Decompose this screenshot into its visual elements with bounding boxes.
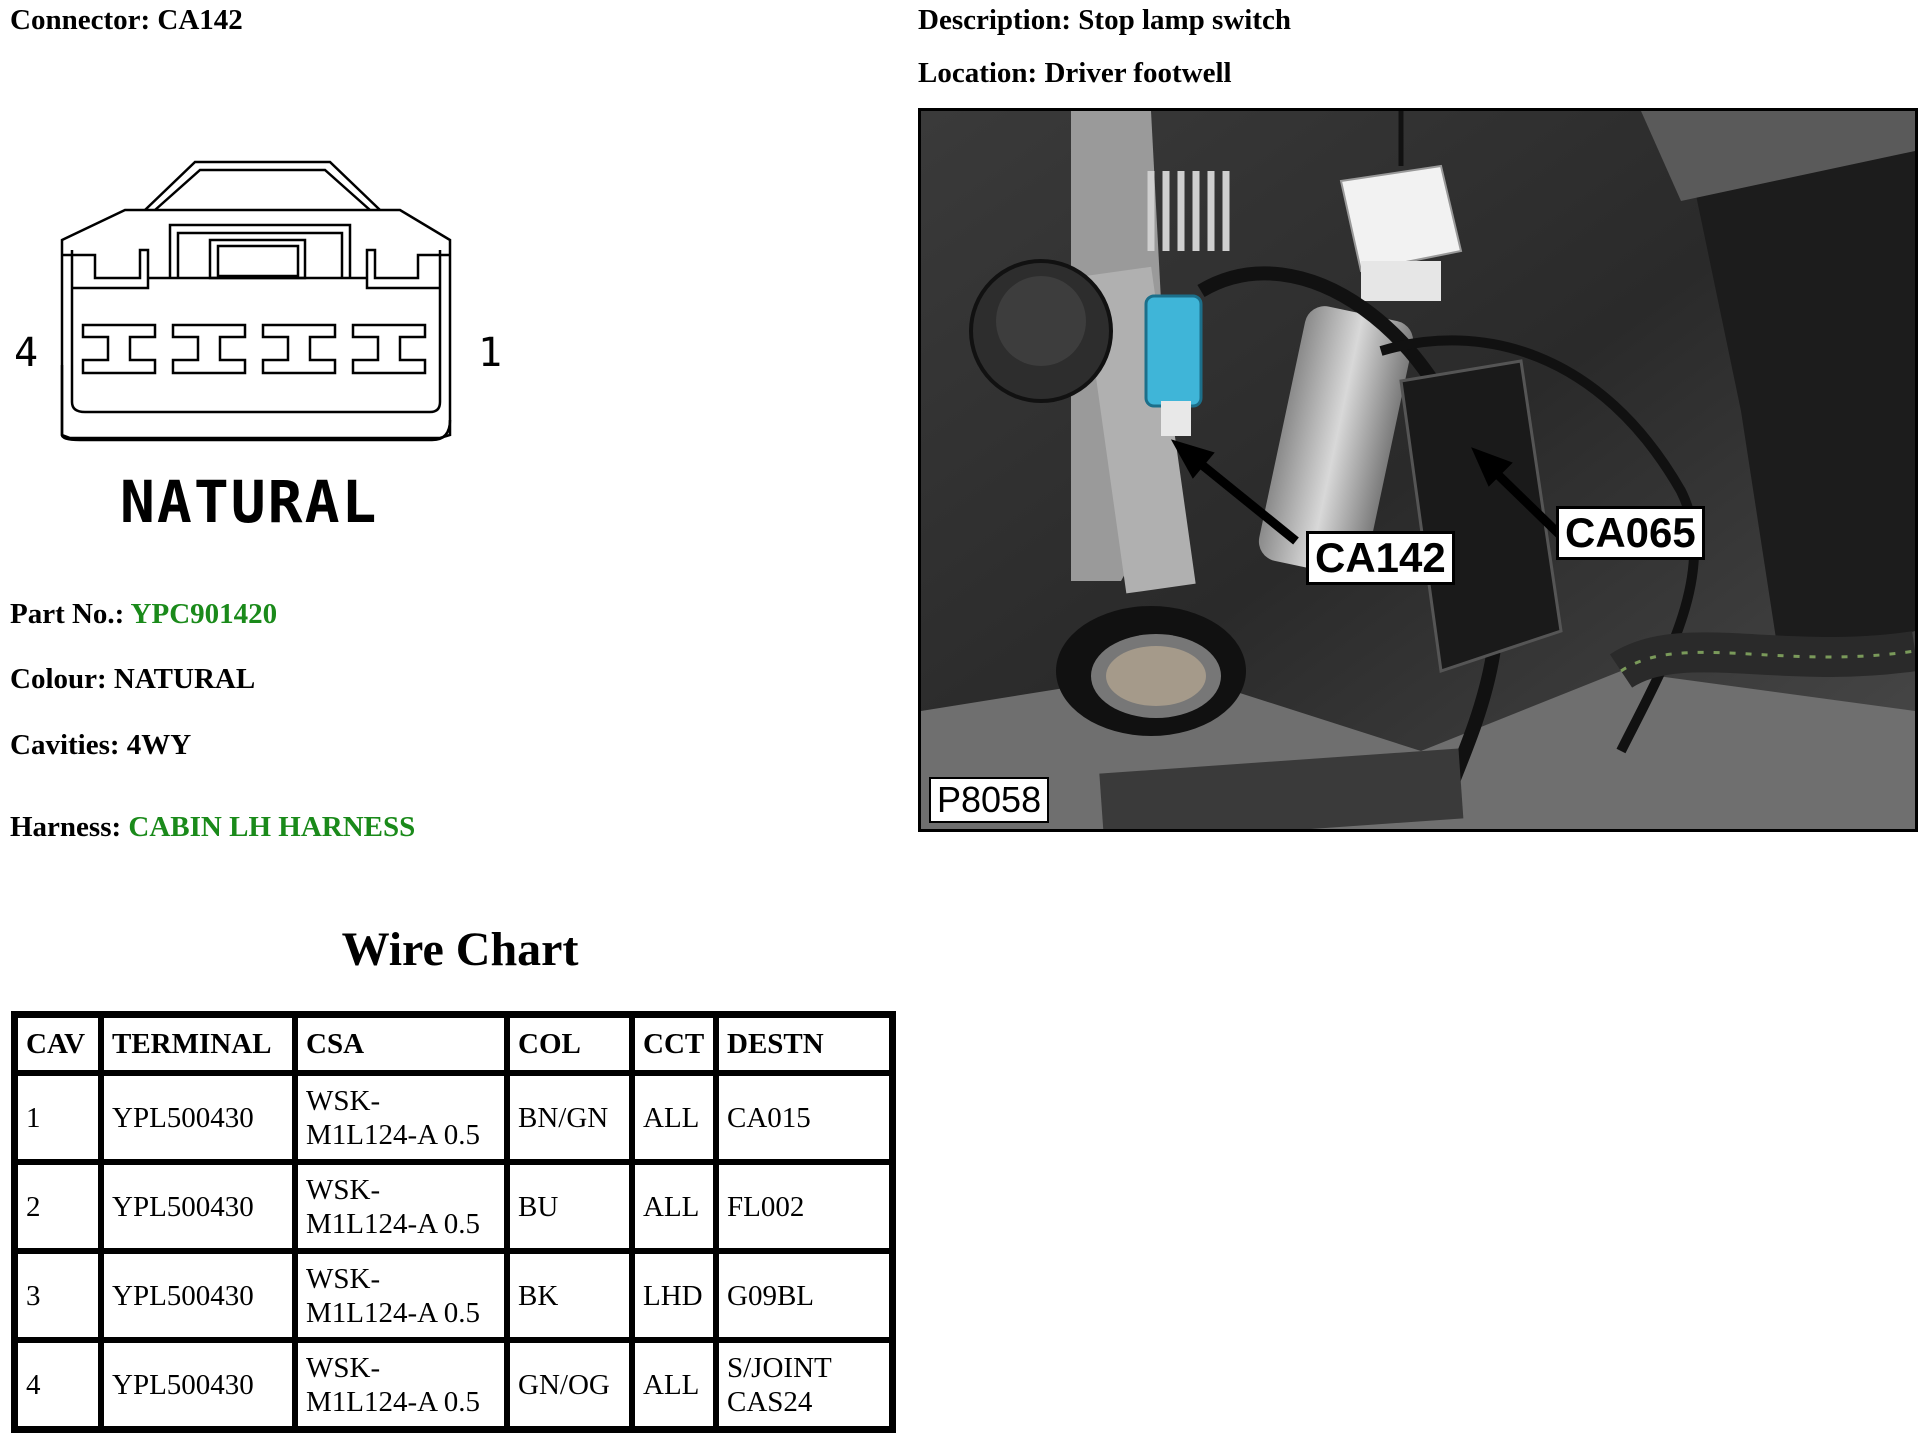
cavities-value: 4WY [126,729,192,761]
cell-destn [716,1162,892,1251]
cell-destn [716,1251,892,1340]
cell-cav: 4 [15,1340,101,1429]
wire-chart-table [11,1011,896,1433]
cell-cav: 2 [15,1162,101,1251]
csa-line-2: M1L124-A 0.5 [306,1207,480,1240]
cell-cav: 1 [15,1073,101,1162]
header-cav: CAV [15,1015,101,1073]
cell-destn [716,1073,892,1162]
csa-line-2: M1L124-A 0.5 [306,1296,480,1329]
header-csa: CSA [295,1015,507,1073]
destn-line-1: G09BL [727,1279,814,1312]
cell-cct: LHD [632,1251,716,1340]
header-col: COL [507,1015,632,1073]
connector-colour-caption: NATURAL [120,468,379,536]
colour-value: NATURAL [113,663,256,695]
description-label: Description: [918,4,1072,36]
cell-terminal: YPL500430 [101,1073,295,1162]
footwell-photo-illustration [921,111,1915,829]
header-destn: DESTN [716,1015,892,1073]
description-heading [918,4,1291,37]
part-no-label: Part No.: [10,598,125,630]
cell-cct: ALL [632,1073,716,1162]
callout-ca065: CA065 [1556,506,1705,560]
wire-chart-title: Wire Chart [341,923,579,976]
header-cct: CCT [632,1015,716,1073]
table-row [15,1251,892,1340]
cell-csa [295,1340,507,1429]
harness-label: Harness: [10,811,122,843]
cell-destn [716,1340,892,1429]
csa-line-2: M1L124-A 0.5 [306,1385,480,1418]
cell-csa [295,1073,507,1162]
cell-col: GN/OG [507,1340,632,1429]
cell-cct: ALL [632,1340,716,1429]
csa-line-1: WSK- [306,1262,381,1295]
cavities-label: Cavities: [10,729,120,761]
connector-face-icon [0,140,520,460]
colour-row [10,663,255,696]
cell-cct: ALL [632,1162,716,1251]
harness-row [10,811,415,844]
cell-csa [295,1251,507,1340]
location-value: Driver footwell [1044,57,1232,89]
table-row [15,1340,892,1429]
colour-label: Colour: [10,663,107,695]
csa-line-1: WSK- [306,1351,381,1384]
connector-label: Connector: [10,4,151,36]
csa-line-1: WSK- [306,1173,381,1206]
table-row [15,1162,892,1251]
description-value: Stop lamp switch [1078,4,1291,36]
cell-csa [295,1162,507,1251]
destn-line-1: FL002 [727,1190,805,1223]
pin-1-label: 1 [478,330,503,376]
header-terminal: TERMINAL [101,1015,295,1073]
connector-heading [10,4,243,37]
part-no-row [10,598,277,631]
destn-line-1: S/JOINT [727,1351,832,1384]
cavities-row [10,729,191,762]
connector-value: CA142 [157,4,243,36]
cell-col: BU [507,1162,632,1251]
cell-terminal: YPL500430 [101,1162,295,1251]
cell-terminal: YPL500430 [101,1251,295,1340]
table-header-row [15,1015,892,1073]
destn-line-1: CA015 [727,1101,811,1134]
cell-col: BN/GN [507,1073,632,1162]
cell-terminal: YPL500430 [101,1340,295,1429]
part-no-link[interactable]: YPC901420 [130,598,278,630]
location-heading [918,57,1232,90]
pin-4-label: 4 [14,330,39,376]
cell-cav: 3 [15,1251,101,1340]
csa-line-1: WSK- [306,1084,381,1117]
location-label: Location: [918,57,1038,89]
callout-ca142: CA142 [1306,531,1455,585]
destn-line-2: CAS24 [727,1385,813,1418]
photo-id-label: P8058 [929,777,1049,823]
cell-col: BK [507,1251,632,1340]
csa-line-2: M1L124-A 0.5 [306,1118,480,1151]
harness-link[interactable]: CABIN LH HARNESS [128,811,416,843]
location-photo [918,108,1918,832]
table-row [15,1073,892,1162]
